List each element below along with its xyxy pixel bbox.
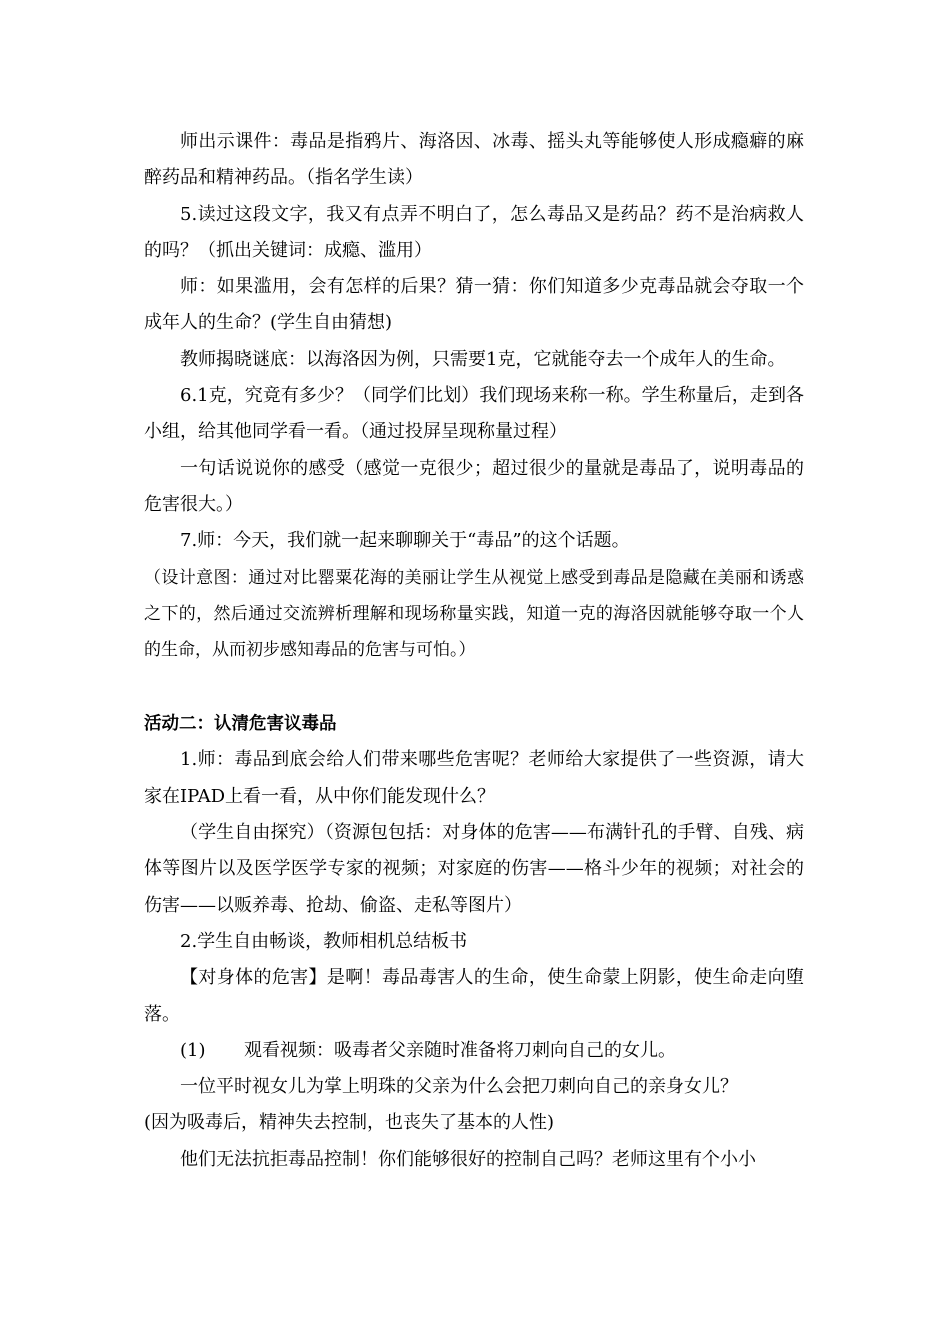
paragraph-father-question: 一位平时视女儿为掌上明珠的父亲为什么会把刀刺向自己的亲身女儿？ (180, 1076, 738, 1098)
paragraph-reveal-answer: 教师揭晓谜底：以海洛因为例，只需要1克，它就能夺去一个成年人的生命。 (180, 348, 786, 370)
paragraph-resource-pack: （学生自由探究）（资源包包括：对身体的危害——布满针孔的手臂、自残、病体等图片以及医学医学专家的视频；对家庭的伤害——格斗少年的视频；对社会的伤害——以贩养毒、抢劫、偷盗、走私等图片） (144, 822, 804, 916)
paragraph-step-6: 6.1克，究竟有多少？（同学们比划）我们现场来称一称。学生称量后，走到各小组，给其他同学看一看。（通过投屏呈现称量过程） (144, 385, 804, 443)
paragraph-step-7: 7.师：今天，我们就一起来聊聊关于“毒品”的这个话题。 (180, 530, 630, 552)
paragraph-teacher-question: 师：如果滥用，会有怎样的后果？猜一猜：你们知道多少克毒品就会夺取一个成年人的生命？(学生自由猜想) (144, 276, 804, 334)
paragraph-activity-step-2: 2.学生自由畅谈，教师相机总结板书 (180, 930, 468, 952)
paragraph-self-control: 他们无法抗拒毒品控制！你们能够很好的控制自己吗？老师这里有个小小 (180, 1148, 756, 1170)
paragraph-step-5: 5.读过这段文字，我又有点弄不明白了，怎么毒品又是药品？药不是治病救人的吗？（抓出关键词：成瘾、滥用） (144, 203, 804, 261)
paragraph-activity-step-1: 1.师：毒品到底会给人们带来哪些危害呢？老师给大家提供了一些资源，请大家在IPAD上看一看，从中你们能发现什么？ (144, 749, 804, 807)
paragraph-body-harm: 【对身体的危害】是啊！毒品毒害人的生命，使生命蒙上阴影，使生命走向堕落。 (144, 967, 804, 1025)
paragraph-feelings: 一句话说说你的感受（感觉一克很少；超过很少的量就是毒品了，说明毒品的危害很大。） (144, 457, 804, 515)
document-body (144, 124, 804, 1178)
paragraph-father-answer: (因为吸毒后，精神失去控制，也丧失了基本的人性) (144, 1112, 555, 1134)
section-heading: 活动二：认清危害议毒品 (144, 714, 337, 735)
numbered-item (144, 1033, 804, 1069)
paragraph-courseware-definition: 师出示课件：毒品是指鸦片、海洛因、冰毒、摇头丸等能够使人形成瘾癖的麻醉药品和精神药品。（指名学生读） (144, 131, 804, 189)
section-spacer (144, 668, 804, 706)
numbered-item-text: 观看视频：吸毒者父亲随时准备将刀刺向自己的女儿。 (244, 1039, 676, 1061)
design-intent-note: （设计意图：通过对比罂粟花海的美丽让学生从视觉上感受到毒品是隐藏在美丽和诱惑之下的，然后通过交流辨析理解和现场称量实践，知道一克的海洛因就能够夺取一个人的生命，从而初步感知毒品的危害与可怕。） (144, 567, 804, 661)
numbered-item-number: (1) (180, 1039, 206, 1061)
